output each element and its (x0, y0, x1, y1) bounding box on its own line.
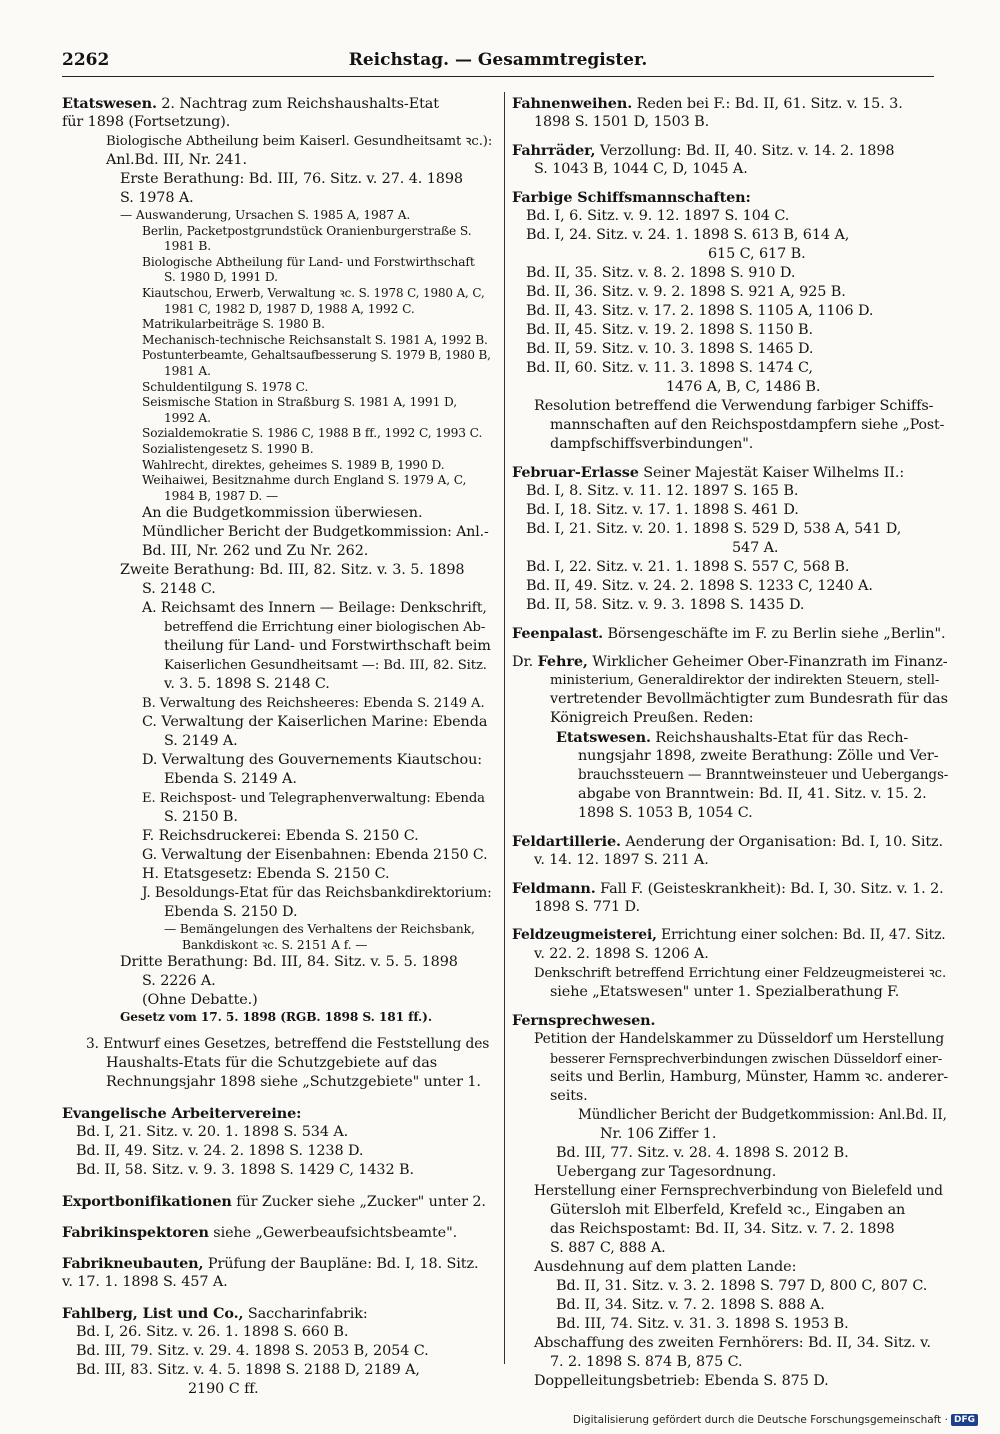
entry-keyword: Feldmann. (512, 880, 596, 897)
index-line: seits. (550, 1088, 588, 1104)
digitization-footer (573, 1414, 978, 1426)
index-line: Königreich Preußen. Reden: (550, 710, 754, 726)
index-line: 1981 B. (164, 239, 212, 254)
index-line: Bd. I, 18. Sitz. v. 17. 1. 1898 S. 461 D. (526, 502, 799, 518)
page-header (62, 50, 934, 78)
spacer (62, 1180, 492, 1192)
index-entry-line: Dr. Fehre, Wirklicher Geheimer Ober-Finanzrath im Finanz- (512, 653, 948, 670)
index-entry-line: Feldmann. Fall F. (Geisteskrankheit): Bd. I, 30. Sitz. v. 1. 2. (512, 880, 944, 897)
entry-keyword: Februar-Erlasse (512, 464, 639, 481)
index-entry-line: Fahlberg, List und Co., Saccharinfabrik: (62, 1305, 368, 1323)
index-line: Erste Berathung: Bd. III, 76. Sitz. v. 27. 4. 1898 (120, 171, 463, 187)
index-line: S. 1043 B, 1044 C, D, 1045 A. (534, 161, 748, 177)
index-line: Rechnungsjahr 1898 siehe „Schutzgebiete" unter 1. (106, 1074, 481, 1091)
index-line: H. Etatsgesetz: Ebenda S. 2150 C. (142, 866, 390, 883)
index-line: Kiautschou, Erwerb, Verwaltung ꝛc. S. 1978 C, 1980 A, C, (142, 285, 485, 300)
entry-keyword: Farbige Schiffsmannschaften: (512, 189, 751, 206)
index-entry-line: Fahrräder, Verzollung: Bd. II, 40. Sitz. v. 14. 2. 1898 (512, 142, 895, 159)
index-line: das Reichspostamt: Bd. II, 34. Sitz. v. 7. 2. 1898 (550, 1221, 895, 1237)
index-line: Schuldentilgung S. 1978 C. (142, 379, 309, 394)
index-line: Bd. I, 6. Sitz. v. 9. 12. 1897 S. 104 C. (526, 208, 790, 224)
index-line: C. Verwaltung der Kaiserlichen Marine: Ebenda (142, 714, 488, 731)
index-line: 3. Entwurf eines Gesetzes, betreffend die Feststellung des (86, 1036, 490, 1053)
index-entry-line: Feenpalast. Börsengeschäfte im F. zu Berlin siehe „Berlin". (512, 625, 946, 642)
index-line: Herstellung einer Fernsprechverbindung von Bielefeld und (534, 1183, 943, 1199)
entry-keyword: Fabrikneubauten, (62, 1255, 204, 1273)
index-line: abgabe von Branntwein: Bd. II, 41. Sitz. v. 15. 2. (578, 786, 927, 802)
index-line: mannschaften auf den Reichspostdampfern siehe „Post- (550, 417, 945, 433)
index-line: Biologische Abtheilung beim Kaiserl. Gesundheitsamt ꝛc.): (106, 134, 493, 149)
index-line: — Bemängelungen des Verhaltens der Reichsbank, (164, 922, 475, 937)
entry-keyword: Fernsprechwesen. (512, 1012, 656, 1029)
entry-keyword: Etatswesen. (556, 729, 651, 746)
index-entry-line: Etatswesen. 2. Nachtrag zum Reichshaushalts-Etat (62, 95, 439, 112)
index-line: S. 2149 A. (164, 733, 238, 750)
index-line: Bd. I, 22. Sitz. v. 21. 1. 1898 S. 557 C, 568 B. (526, 559, 850, 575)
index-line: 1992 A. (164, 410, 211, 425)
spacer (512, 823, 948, 832)
index-entry-line: Fahnenweihen. Reden bei F.: Bd. II, 61. Sitz. v. 15. 3. (512, 95, 903, 112)
spacer (62, 1026, 492, 1035)
entry-keyword: Feldartillerie. (512, 833, 621, 850)
index-line: Ebenda S. 2149 A. (164, 771, 297, 788)
entry-keyword: Etatswesen. (62, 95, 157, 112)
index-line: Weihaiwei, Besitznahme durch England S. 1979 A, C, (142, 473, 467, 488)
page-number: 2262 (62, 50, 110, 70)
index-entry-line: Februar-Erlasse Seiner Majestät Kaiser Wilhelms II.: (512, 464, 905, 481)
index-line: S. 1980 D, 1991 D. (164, 270, 278, 285)
index-line: Bankdiskont ꝛc. S. 2151 A f. — (182, 937, 368, 952)
index-entry-line: Feldzeugmeisterei, Errichtung einer solchen: Bd. II, 47. Sitz. (512, 927, 946, 943)
index-line: Bd. II, 58. Sitz. v. 9. 3. 1898 S. 1429 C, 1432 B. (76, 1162, 414, 1179)
index-line: Sozialdemokratie S. 1986 C, 1988 B ff., 1992 C, 1993 C. (142, 426, 483, 441)
index-line: Sozialistengesetz S. 1990 B. (142, 441, 314, 456)
index-line: 1898 S. 1501 D, 1503 B. (534, 114, 710, 130)
index-entry-line: Fabrikneubauten, Prüfung der Baupläne: Bd. I, 18. Sitz. (62, 1255, 479, 1273)
index-line: vertretender Bevollmächtigter zum Bundesrath für das (550, 691, 948, 707)
index-line: 1981 A. (164, 363, 211, 378)
entry-keyword: Evangelische Arbeitervereine: (62, 1105, 302, 1123)
index-entry-line (62, 1104, 492, 1123)
index-line: Haushalts-Etats für die Schutzgebiete auf das (106, 1055, 438, 1072)
index-line: Resolution betreffend die Verwendung farbiger Schiffs- (534, 398, 934, 414)
index-line: Gütersloh mit Elberfeld, Krefeld ꝛc., Eingaben an (550, 1202, 906, 1218)
index-line: siehe „Etatswesen" unter 1. Spezialberathung F. (550, 984, 900, 1000)
index-line: An die Budgetkommission überwiesen. (142, 505, 423, 522)
spacer (512, 1002, 948, 1011)
dfg-logo: DFG (951, 1414, 978, 1426)
spacer (512, 870, 948, 879)
right-column (512, 94, 948, 1391)
spacer (62, 1211, 492, 1223)
index-line: Mechanisch-technische Reichsanstalt S. 1981 A, 1992 B. (142, 332, 488, 347)
index-entry-line: Fabrikinspektoren siehe „Gewerbeaufsichtsbeamte". (62, 1224, 458, 1242)
spacer (512, 179, 948, 188)
index-line: brauchssteuern — Branntweinsteuer und Uebergangs- (578, 767, 949, 783)
index-line: Bd. II, 60. Sitz. v. 11. 3. 1898 S. 1474 C, (526, 360, 813, 376)
index-line: v. 14. 12. 1897 S. 211 A. (534, 852, 709, 868)
index-line: 547 A. (732, 540, 779, 556)
index-line: 1898 S. 1053 B, 1054 C. (578, 805, 753, 821)
index-line: dampfschiffsverbindungen". (550, 436, 754, 452)
index-line: Bd. I, 21. Sitz. v. 20. 1. 1898 S. 534 A. (76, 1124, 349, 1141)
index-line: Bd. II, 49. Sitz. v. 24. 2. 1898 S. 1238 D. (76, 1143, 364, 1160)
index-line: S. 2226 A. (142, 973, 216, 990)
index-line: Petition der Handelskammer zu Düsseldorf um Herstellung (534, 1031, 945, 1047)
index-line: Anl.Bd. III, Nr. 241. (106, 152, 247, 168)
index-line: 1984 B, 1987 D. — (164, 488, 279, 503)
index-line: v. 17. 1. 1898 S. 457 A. (62, 1274, 228, 1291)
index-line: Berlin, Packetpostgrundstück Oranienburgerstraße S. (142, 223, 472, 238)
index-line: 2190 C ff. (188, 1381, 259, 1398)
index-line: besserer Fernsprechverbindungen zwischen Düsseldorf einer- (550, 1051, 942, 1066)
index-line: Zweite Berathung: Bd. III, 82. Sitz. v. 3. 5. 1898 (120, 562, 465, 579)
index-line: J. Besoldungs-Etat für das Reichsbankdirektorium: (142, 885, 492, 902)
index-entry-line: Exportbonifikationen für Zucker siehe „Zucker" unter 2. (62, 1193, 486, 1211)
index-line: Bd. II, 58. Sitz. v. 9. 3. 1898 S. 1435 D. (526, 597, 805, 613)
entry-keyword: Feenpalast. (512, 625, 604, 642)
entry-keyword: Fehre, (537, 653, 588, 670)
index-line: Bd. II, 43. Sitz. v. 17. 2. 1898 S. 1105 A, 1106 D. (526, 303, 874, 319)
index-line: Bd. II, 31. Sitz. v. 3. 2. 1898 S. 797 D, 800 C, 807 C. (556, 1278, 928, 1294)
index-line: Abschaffung des zweiten Fernhörers: Bd. II, 34. Sitz. v. (534, 1335, 931, 1351)
index-line: Mündlicher Bericht der Budgetkommission: Anl.Bd. II, (578, 1107, 947, 1123)
index-line: F. Reichsdruckerei: Ebenda S. 2150 C. (142, 828, 419, 845)
index-line: Uebergang zur Tagesordnung. (556, 1164, 777, 1180)
index-line: theilung für Land- und Forstwirthschaft beim (164, 638, 491, 655)
index-line: S. 887 C, 888 A. (550, 1240, 666, 1256)
spacer (62, 1292, 492, 1304)
index-line: Bd. III, 74. Sitz. v. 31. 3. 1898 S. 1953 B. (556, 1316, 849, 1332)
index-line: seits und Berlin, Hamburg, Münster, Hamm ꝛc. anderer- (550, 1069, 949, 1085)
index-entry-line (512, 1011, 948, 1030)
index-line: (Ohne Debatte.) (142, 992, 258, 1009)
index-line: Ausdehnung auf dem platten Lande: (534, 1259, 797, 1275)
index-line: Bd. I, 24. Sitz. v. 24. 1. 1898 S. 613 B, 614 A, (526, 227, 850, 243)
index-entry-line: Etatswesen. Reichshaushalts-Etat für das Rech- (556, 729, 909, 746)
index-line: Ebenda S. 2150 D. (164, 904, 298, 921)
index-line: S. 1978 A. (120, 190, 194, 206)
entry-keyword: Exportbonifikationen (62, 1193, 232, 1211)
index-line: Denkschrift betreffend Errichtung einer Feldzeugmeisterei ꝛc. (534, 966, 947, 981)
index-line: Postunterbeamte, Gehaltsaufbesserung S. 1979 B, 1980 B, (142, 348, 491, 363)
spacer (512, 615, 948, 624)
spacer (62, 1242, 492, 1254)
index-line: Bd. II, 34. Sitz. v. 7. 2. 1898 S. 888 A. (556, 1297, 825, 1313)
spacer (512, 132, 948, 141)
spacer (512, 643, 948, 652)
index-line: 7. 2. 1898 S. 874 B, 875 C. (550, 1354, 743, 1370)
index-line: Kaiserlichen Gesundheitsamt —: Bd. III, 82. Sitz. (164, 658, 487, 674)
entry-keyword: Feldzeugmeisterei, (512, 927, 657, 943)
index-line: 1476 A, B, C, 1486 B. (666, 379, 821, 395)
index-line: v. 3. 5. 1898 S. 2148 C. (164, 676, 330, 693)
left-column (62, 94, 492, 1399)
index-line: D. Verwaltung des Gouvernements Kiautschou: (142, 752, 483, 769)
index-line: Bd. II, 36. Sitz. v. 9. 2. 1898 S. 921 A, 925 B. (526, 284, 846, 300)
index-line: Biologische Abtheilung für Land- und Forstwirthschaft (142, 254, 475, 269)
index-line: Bd. III, 83. Sitz. v. 4. 5. 1898 S. 2188 D, 2189 A, (76, 1362, 420, 1379)
index-line: B. Verwaltung des Reichsheeres: Ebenda S. 2149 A. (142, 696, 485, 712)
index-line: nungsjahr 1898, zweite Berathung: Zölle und Ver- (578, 748, 939, 764)
index-line: 615 C, 617 B. (708, 246, 806, 262)
index-line: Wahlrecht, direktes, geheimes S. 1989 B, 1990 D. (142, 457, 445, 472)
index-line: Bd. I, 8. Sitz. v. 11. 12. 1897 S. 165 B. (526, 483, 799, 499)
index-line: Matrikularbeiträge S. 1980 B. (142, 317, 325, 332)
index-line: S. 2150 B. (164, 809, 238, 826)
index-entry-line (62, 1010, 492, 1026)
index-line: Nr. 106 Ziffer 1. (600, 1126, 717, 1142)
entry-keyword: Fahlberg, List und Co., (62, 1305, 244, 1323)
spacer (512, 454, 948, 463)
index-line: Bd. II, 45. Sitz. v. 19. 2. 1898 S. 1150 B. (526, 322, 813, 338)
index-line: Bd. III, 79. Sitz. v. 29. 4. 1898 S. 2053 B, 2054 C. (76, 1343, 429, 1360)
index-line: Doppelleitungsbetrieb: Ebenda S. 875 D. (534, 1373, 829, 1389)
index-line: für 1898 (Fortsetzung). (62, 114, 231, 130)
index-line: Bd. III, Nr. 262 und Zu Nr. 262. (142, 543, 369, 560)
entry-keyword: Fabrikinspektoren (62, 1224, 209, 1242)
index-line: Bd. III, 77. Sitz. v. 28. 4. 1898 S. 2012 B. (556, 1145, 849, 1161)
spacer (62, 1092, 492, 1104)
index-line: Bd. I, 21. Sitz. v. 20. 1. 1898 S. 529 D, 538 A, 541 D, (526, 521, 902, 537)
header-rule (62, 76, 934, 77)
index-line: Seismische Station in Straßburg S. 1981 A, 1991 D, (142, 395, 458, 410)
running-title: Reichstag. — Gesammtregister. (348, 50, 648, 70)
index-line: Bd. II, 35. Sitz. v. 8. 2. 1898 S. 910 D. (526, 265, 796, 281)
index-line: v. 22. 2. 1898 S. 1206 A. (534, 946, 709, 962)
index-line: G. Verwaltung der Eisenbahnen: Ebenda 2150 C. (142, 847, 488, 864)
index-line: Dritte Berathung: Bd. III, 84. Sitz. v. 5. 5. 1898 (120, 954, 458, 971)
index-line: 1981 C, 1982 D, 1987 D, 1988 A, 1992 C. (164, 301, 415, 316)
index-line: Bd. I, 26. Sitz. v. 26. 1. 1898 S. 660 B. (76, 1324, 349, 1341)
index-entry-line (512, 188, 948, 207)
index-line: — Auswanderung, Ursachen S. 1985 A, 1987 A. (120, 208, 411, 222)
entry-keyword: Gesetz vom 17. 5. 1898 (RGB. 1898 S. 181 ff.). (120, 1010, 432, 1025)
column-divider (504, 92, 505, 1364)
index-line: E. Reichspost- und Telegraphenverwaltung: Ebenda (142, 791, 485, 807)
spacer (512, 917, 948, 926)
footer-text: Digitalisierung gefördert durch die Deutsche Forschungsgemeinschaft · (572, 1414, 948, 1426)
index-entry-line: Feldartillerie. Aenderung der Organisation: Bd. I, 10. Sitz. (512, 833, 943, 850)
index-line: Bd. II, 49. Sitz. v. 24. 2. 1898 S. 1233 C, 1240 A. (526, 578, 873, 594)
index-line: ministerium, Generaldirektor der indirekten Steuern, stell- (550, 673, 940, 688)
entry-keyword: Fahnenweihen. (512, 95, 633, 112)
index-line: 1898 S. 771 D. (534, 899, 640, 915)
index-line: Mündlicher Bericht der Budgetkommission: Anl.- (142, 524, 489, 541)
index-line: betreffend die Errichtung einer biologischen Ab- (164, 620, 486, 636)
index-line: S. 2148 C. (142, 581, 216, 598)
index-line: Bd. II, 59. Sitz. v. 10. 3. 1898 S. 1465 D. (526, 341, 814, 357)
index-line: A. Reichsamt des Innern — Beilage: Denkschrift, (142, 600, 487, 617)
entry-keyword: Fahrräder, (512, 142, 596, 159)
